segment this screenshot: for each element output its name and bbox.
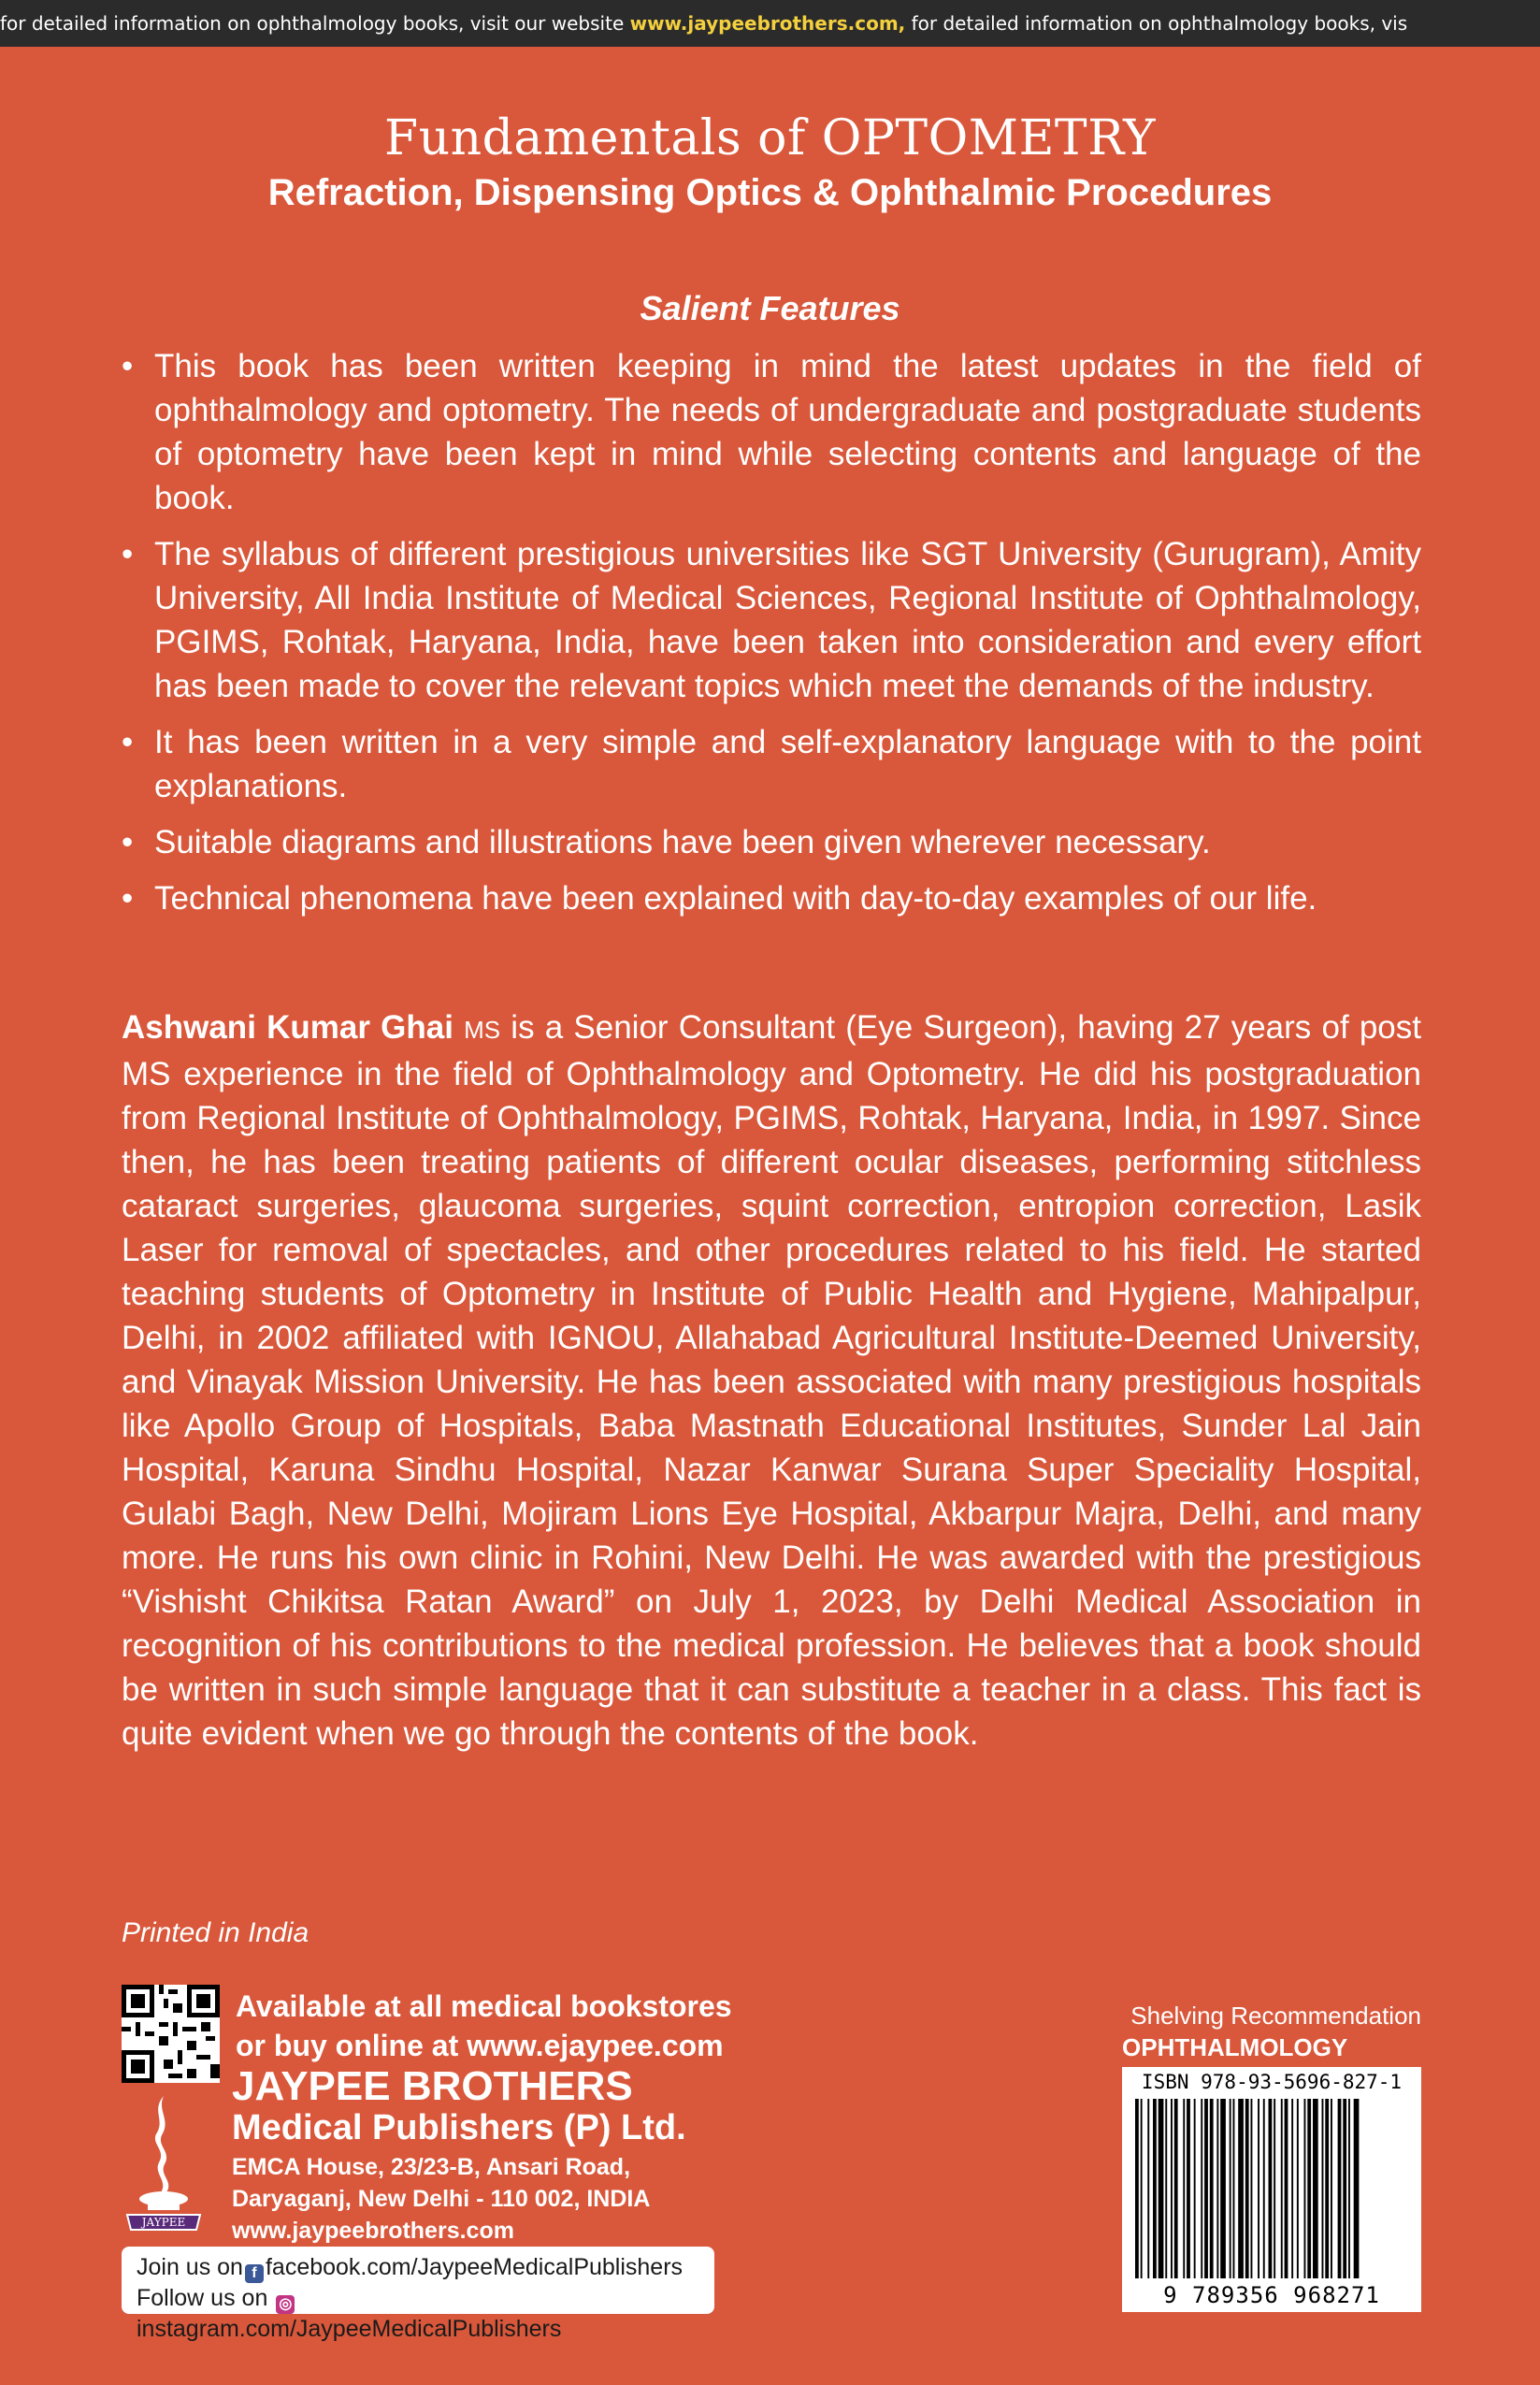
barcode-bar xyxy=(1141,2099,1143,2278)
barcode-bar xyxy=(1322,2099,1324,2278)
publisher-name: JAYPEE BROTHERS xyxy=(232,2063,633,2109)
barcode-bar xyxy=(1187,2099,1190,2278)
barcode-bar xyxy=(1251,2099,1253,2278)
barcode-bar xyxy=(1216,2099,1218,2278)
publisher-address xyxy=(232,2151,650,2247)
barcode-bar xyxy=(1297,2099,1299,2278)
author-name: Ashwani Kumar Ghai xyxy=(122,1009,453,1046)
bullet-icon: • xyxy=(122,536,134,572)
top-banner xyxy=(0,0,1540,47)
book-title: Fundamentals of OPTOMETRY xyxy=(384,110,1156,166)
isbn-barcode xyxy=(1122,2067,1421,2312)
barcode-bar xyxy=(1159,2099,1164,2278)
qr-code-icon[interactable] xyxy=(122,1985,220,2083)
barcode-bar xyxy=(1153,2099,1157,2278)
address-line: Daryaganj, New Delhi - 110 002, INDIA xyxy=(232,2186,651,2212)
barcode-bar xyxy=(1258,2099,1259,2278)
barcode-bar xyxy=(1183,2099,1185,2278)
barcode-bar xyxy=(1291,2099,1293,2278)
barcode-bar xyxy=(1274,2099,1275,2278)
banner-text: for detailed information on ophthalmology books, visit our website xyxy=(0,12,630,35)
isbn-text: ISBN 978-93-5696-827-1 xyxy=(1141,2071,1403,2093)
barcode-bar xyxy=(1263,2099,1265,2278)
availability-info xyxy=(236,1987,732,2065)
barcode-bar xyxy=(1325,2099,1329,2278)
barcode-bar xyxy=(1238,2099,1244,2278)
barcode-bar xyxy=(1174,2099,1178,2278)
feature-text: Suitable diagrams and illustrations have been given wherever necessary. xyxy=(154,824,1211,860)
address-line: EMCA House, 23/23-B, Ansari Road, xyxy=(232,2154,631,2180)
features-heading: Salient Features xyxy=(640,289,900,327)
publisher-logo-icon xyxy=(122,2091,206,2232)
barcode-bar xyxy=(1307,2099,1311,2278)
feature-item xyxy=(122,532,1421,708)
barcode-bars xyxy=(1122,2067,1421,2312)
barcode-bar xyxy=(1348,2099,1350,2278)
ean-number: 9 789356 968271 xyxy=(1163,2282,1380,2308)
bullet-icon: • xyxy=(122,880,134,917)
feature-text: This book has been written keeping in mind the latest updates in the field of ophthalmology and optometry. The needs of undergraduate and postgraduate students of optometry have been kept in mind while selecting contents and language of the book. xyxy=(154,348,1421,516)
instagram-link[interactable]: instagram.com/JaypeeMedicalPublishers xyxy=(137,2316,562,2342)
online-store-link[interactable]: or buy online at www.ejaypee.com xyxy=(236,2029,724,2062)
barcode-bar xyxy=(1245,2099,1249,2278)
shelving-label: Shelving Recommendation xyxy=(1130,2002,1421,2030)
barcode-bar xyxy=(1313,2099,1318,2278)
barcode-bar xyxy=(1147,2099,1149,2278)
features-list xyxy=(122,344,1421,932)
barcode-bar xyxy=(1194,2099,1196,2278)
facebook-link[interactable]: facebook.com/JaypeeMedicalPublishers xyxy=(265,2254,684,2280)
feature-item xyxy=(122,344,1421,520)
bullet-icon: • xyxy=(122,348,134,384)
social-links-box xyxy=(122,2247,714,2342)
author-degree: MS xyxy=(464,1016,501,1044)
publisher-website-link[interactable]: www.jaypeebrothers.com xyxy=(232,2218,514,2244)
barcode-bar xyxy=(1230,2099,1231,2278)
printed-in-india: Printed in India xyxy=(122,1917,309,1948)
logo-text: JAYPEE xyxy=(141,2216,186,2229)
barcode-bar xyxy=(1220,2099,1226,2278)
instagram-icon: ◎ xyxy=(276,2295,295,2314)
facebook-row xyxy=(137,2252,714,2283)
feature-text: Technical phenomena have been explained with day-to-day examples of our life. xyxy=(154,880,1317,917)
book-subtitle: Refraction, Dispensing Optics & Ophthalmic Procedures xyxy=(267,172,1273,213)
feature-text: It has been written in a very simple and self-explanatory language with to the point explanations. xyxy=(154,724,1421,804)
barcode-bar xyxy=(1343,2099,1346,2278)
barcode-bar xyxy=(1331,2099,1332,2278)
feature-text: The syllabus of different prestigious universities like SGT University (Gurugram), Amity University, All India Institute of Medical Sciences, Regional Institute of Ophthalmology, PGIMS, Rohtak, Haryana, India, have been taken into consideration and every effort has been made to cover the relevant topics which meet the demands of the industry. xyxy=(154,536,1421,704)
barcode-bar xyxy=(1285,2099,1288,2278)
barcode-bar xyxy=(1171,2099,1173,2278)
facebook-icon: f xyxy=(245,2264,264,2283)
instagram-row xyxy=(137,2283,714,2344)
barcode-bar xyxy=(1354,2099,1360,2278)
barcode-bar xyxy=(1338,2099,1342,2278)
feature-item xyxy=(122,876,1421,920)
barcode-bar xyxy=(1165,2099,1167,2278)
bullet-icon: • xyxy=(122,824,134,860)
feature-item xyxy=(122,720,1421,808)
availability-line: Available at all medical bookstores xyxy=(236,1989,732,2023)
barcode-bar xyxy=(1204,2099,1208,2278)
social-join-label: Join us on xyxy=(137,2254,243,2280)
barcode-bar xyxy=(1304,2099,1306,2278)
barcode-bar xyxy=(1269,2099,1273,2278)
barcode-bar xyxy=(1233,2099,1235,2278)
feature-item xyxy=(122,820,1421,864)
banner-website-link[interactable]: www.jaypeebrothers.com, xyxy=(629,12,906,35)
author-bio xyxy=(122,1005,1421,1756)
social-follow-label: Follow us on xyxy=(137,2285,268,2311)
barcode-bar xyxy=(1281,2099,1283,2278)
publisher-subtitle: Medical Publishers (P) Ltd. xyxy=(232,2108,686,2147)
bullet-icon: • xyxy=(122,724,134,760)
barcode-bar xyxy=(1201,2099,1202,2278)
shelving-category: OPHTHALMOLOGY xyxy=(1122,2033,1348,2061)
author-bio-text: is a Senior Consultant (Eye Surgeon), having 27 years of post MS experience in the field of Ophthalmology and Optometry. He did his postgraduation from Regional Institute of Ophthalmology, PGIMS, Rohtak, Haryana, India, in 1997. Since then, he has been treating patients of different ocular diseases, performing stitchless cataract surgeries, glaucoma surgeries, squint correction, entropion correction, Lasik Laser for removal of spectacles, and other procedures related to his field. He started teaching students of Optometry in Institute of Public Health and Hygiene, Mahipalpur, Delhi, in 2002 affiliated with IGNOU, Allahabad Agricultural Institute-Deemed University, and Vinayak Mission University. He has been associated with many prestigious hospitals like Apollo Group of Hospitals, Baba Mastnath Educational Institutes, Sunder Lal Jain Hospital, Karuna Sindhu Hospital, Nazar Kanwar Surana Super Speciality Hospital, Gulabi Bagh, New Delhi, Mojiram Lions Eye Hospital, Akbarpur Majra, Delhi, and many more. He runs his own clinic in Rohini, New Delhi. He was awarded with the prestigious “Vishisht Chikitsa Ratan Award” on July 1, 2023, by Delhi Medical Association in recognition of his contributions to the medical profession. He believes that a book should be written in such simple language that it can substitute a teacher in a class. This fact is quite evident when we go through the contents of the book. xyxy=(122,1009,1421,1752)
barcode-bar xyxy=(1135,2099,1139,2278)
barcode-bar xyxy=(1210,2099,1214,2278)
banner-text-repeat: for detailed information on ophthalmology books, vis xyxy=(905,12,1408,35)
